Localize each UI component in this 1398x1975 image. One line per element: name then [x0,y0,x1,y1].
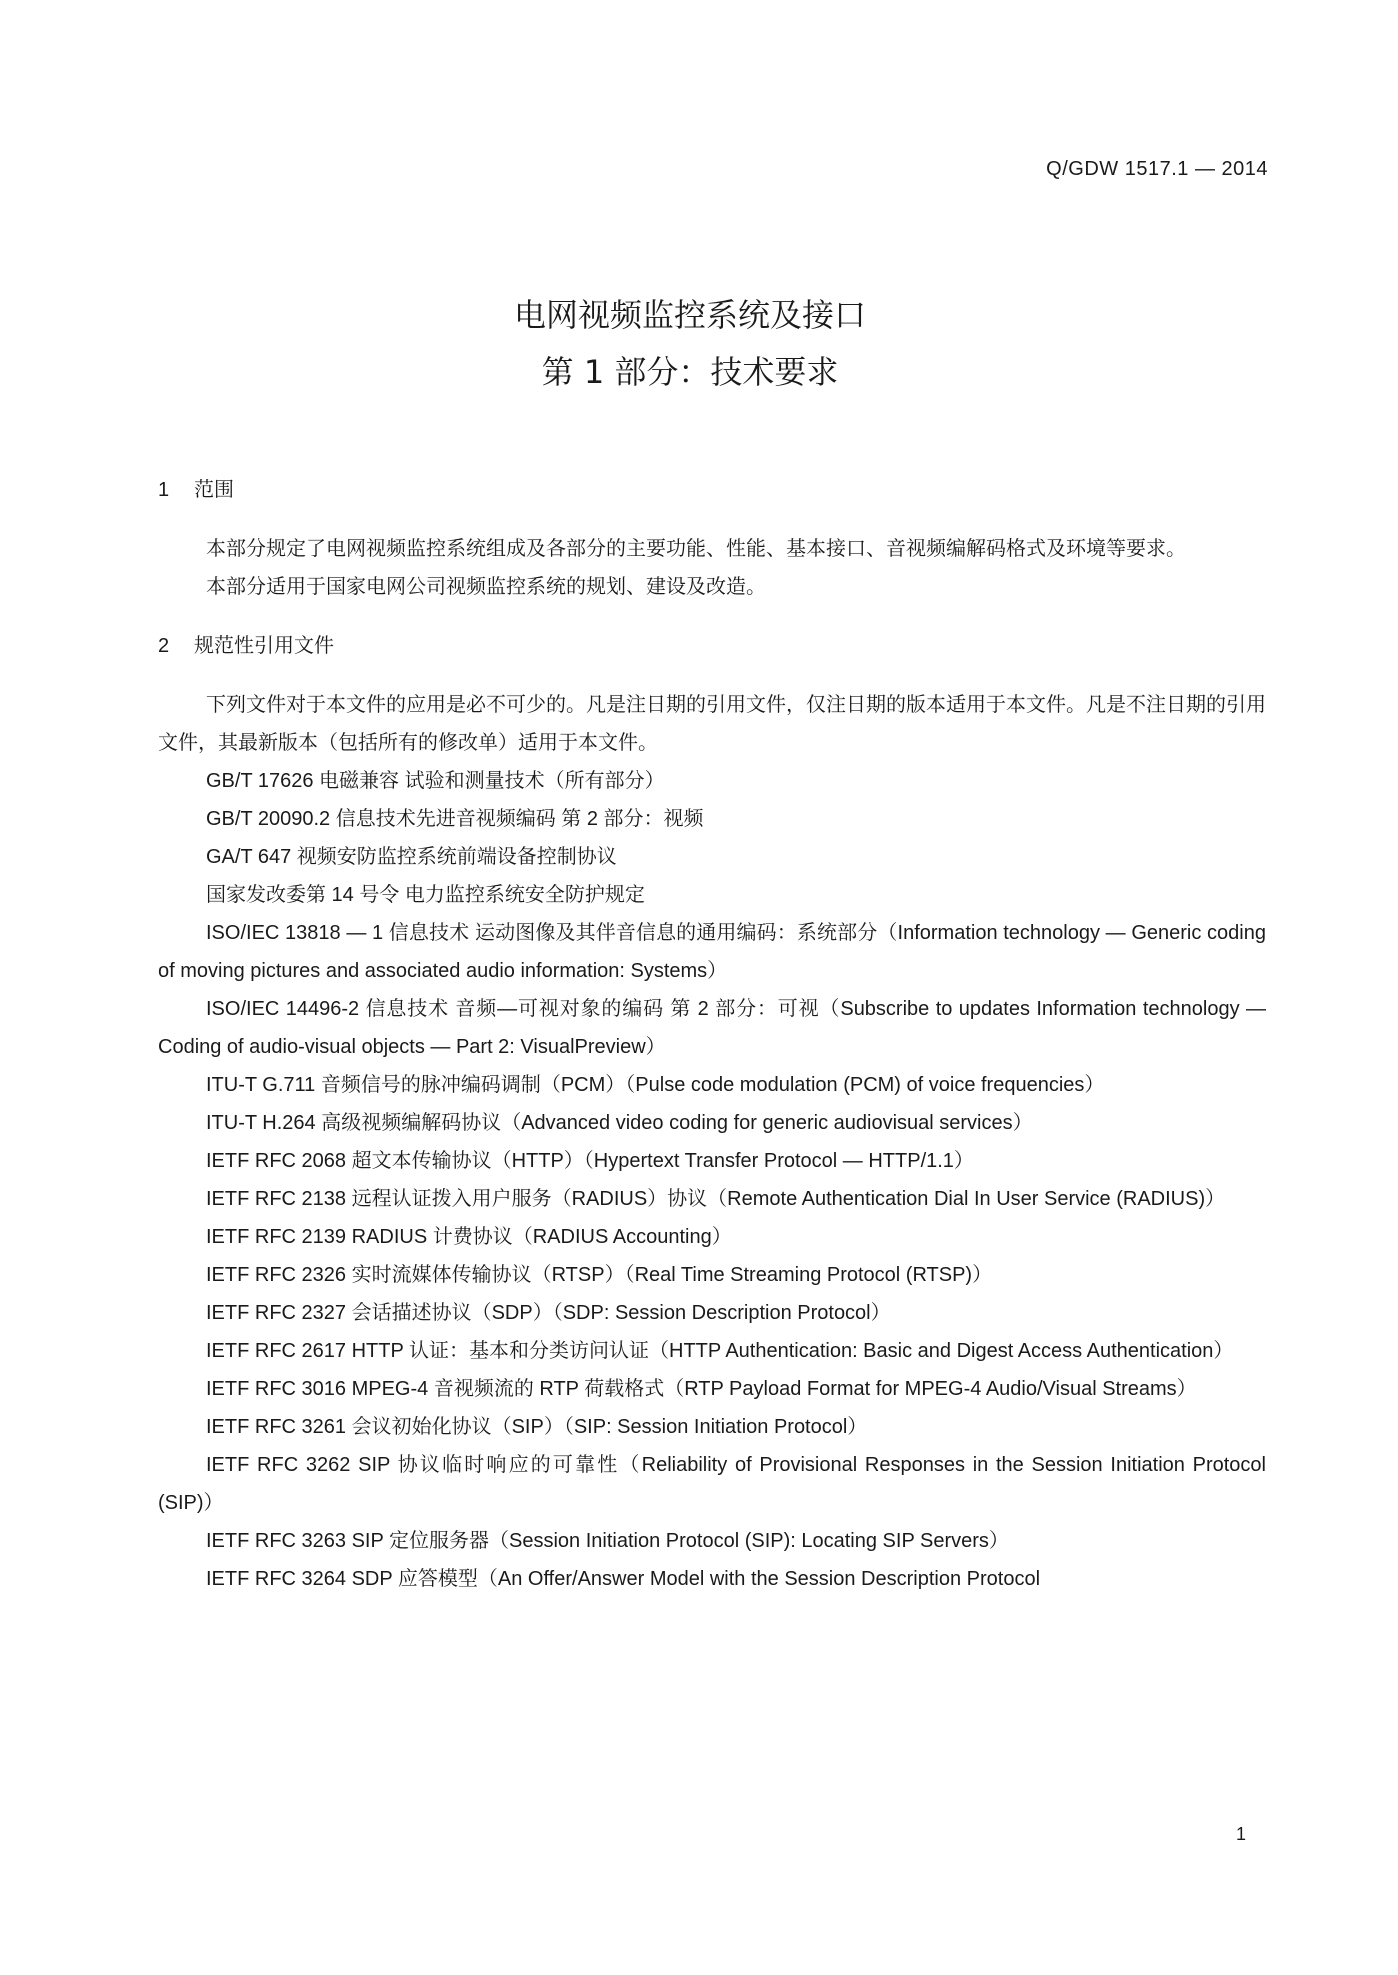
reference-item: ITU-T H.264 高级视频编解码协议（Advanced video coding for generic audiovisual services） [206,1112,1033,1134]
reference-item: GB/T 17626 电磁兼容 试验和测量技术（所有部分） [206,770,665,792]
reference-item: IETF RFC 2139 RADIUS 计费协议（RADIUS Accounting） [206,1226,732,1248]
reference-item: ISO/IEC 13818 — 1 信息技术 运动图像及其伴音信息的通用编码：系统部分（Information technology — Generic coding of moving pictures and associated audio information: Systems） [158,922,1266,982]
reference-item: GA/T 647 视频安防监控系统前端设备控制协议 [206,846,617,868]
reference-item: ISO/IEC 14496-2 信息技术 音频—可视对象的编码 第 2 部分：可视（Subscribe to updates Information technology — Coding of audio-visual objects — Part 2: VisualPreview） [158,998,1266,1058]
reference-item: IETF RFC 3264 SDP 应答模型（An Offer/Answer Model with the Session Description Protocol [206,1568,1041,1590]
document-title: 电网视频监控系统及接口 [513,296,866,334]
paragraph: 下列文件对于本文件的应用是必不可少的。凡是注日期的引用文件，仅注日期的版本适用于本文件。凡是不注日期的引用文件，其最新版本（包括所有的修改单）适用于本文件。 [158,694,1266,754]
reference-item: GB/T 20090.2 信息技术先进音视频编码 第 2 部分：视频 [206,808,704,830]
section-normative-references [158,624,1266,1598]
reference-item: IETF RFC 2326 实时流媒体传输协议（RTSP）（Real Time Streaming Protocol (RTSP)） [206,1264,993,1286]
section-heading [158,468,1266,512]
document-code: Q/GDW 1517.1 — 2014 [1046,158,1268,180]
section-title: 范围 [194,479,234,501]
document-body [158,468,1266,1598]
paragraph: 本部分适用于国家电网公司视频监控系统的规划、建设及改造。 [206,576,766,598]
section-number: 2 [158,635,170,657]
reference-item: 国家发改委第 14 号令 电力监控系统安全防护规定 [206,884,645,906]
reference-item: IETF RFC 2327 会话描述协议（SDP）（SDP: Session Description Protocol） [206,1302,891,1324]
page-number: 1 [1235,1824,1246,1844]
section-title: 规范性引用文件 [194,635,334,657]
reference-item: IETF RFC 3016 MPEG-4 音视频流的 RTP 荷载格式（RTP Payload Format for MPEG-4 Audio/Visual Streams） [206,1378,1197,1400]
reference-item: IETF RFC 2617 HTTP 认证：基本和分类访问认证（HTTP Authentication: Basic and Digest Access Authentication） [206,1340,1234,1362]
paragraph: 本部分规定了电网视频监控系统组成及各部分的主要功能、性能、基本接口、音视频编解码格式及环境等要求。 [206,538,1186,560]
reference-item: IETF RFC 2138 远程认证拨入用户服务（RADIUS）协议（Remote Authentication Dial In User Service (RADIUS)） [206,1188,1226,1210]
reference-item: IETF RFC 3262 SIP 协议临时响应的可靠性（Reliability of Provisional Responses in the Session Initiation Protocol (SIP)） [158,1454,1266,1514]
reference-item: ITU-T G.711 音频信号的脉冲编码调制（PCM）（Pulse code modulation (PCM) of voice frequencies） [206,1074,1105,1096]
reference-item: IETF RFC 2068 超文本传输协议（HTTP）（Hypertext Transfer Protocol — HTTP/1.1） [206,1150,974,1172]
document-subtitle: 第 1 部分：技术要求 [541,353,839,391]
section-number: 1 [158,479,170,501]
section-heading [158,624,1266,668]
section-scope [158,468,1266,606]
reference-item: IETF RFC 3261 会议初始化协议（SIP）（SIP: Session Initiation Protocol） [206,1416,868,1438]
reference-list [158,762,1266,1598]
reference-item: IETF RFC 3263 SIP 定位服务器（Session Initiation Protocol (SIP): Locating SIP Servers） [206,1530,1009,1552]
